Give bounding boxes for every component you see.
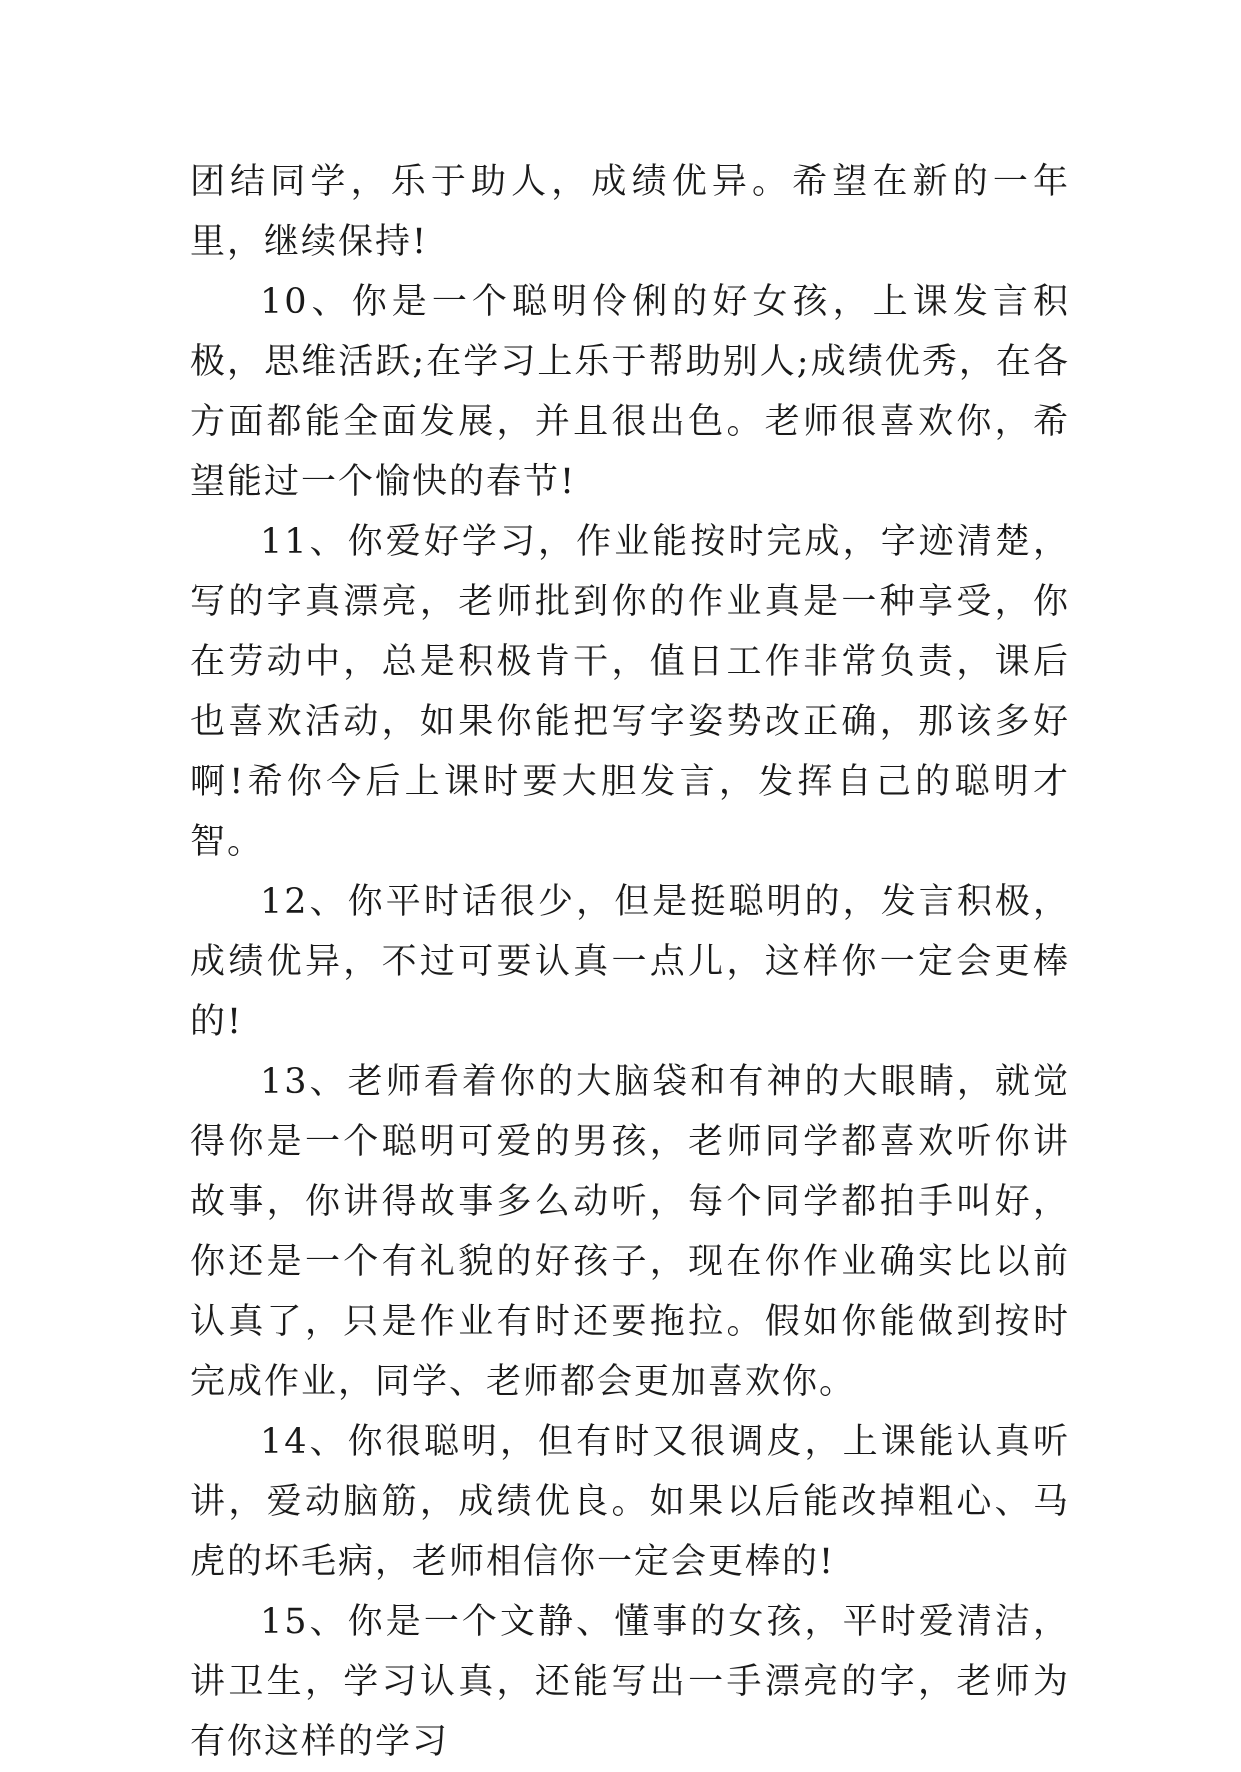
document-body bbox=[190, 152, 1070, 1772]
paragraph-comment-11: 11、你爱好学习，作业能按时完成，字迹清楚，写的字真漂亮，老师批到你的作业真是一种享受，你在劳动中，总是积极肯干，值日工作非常负责，课后也喜欢活动，如果你能把写字姿势改正确，那该多好啊!希你今后上课时要大胆发言，发挥自己的聪明才智。 bbox=[190, 522, 1070, 862]
paragraph-comment-15: 15、你是一个文静、懂事的女孩，平时爱清洁，讲卫生，学习认真，还能写出一手漂亮的字，老师为有你这样的学习 bbox=[190, 1602, 1070, 1762]
paragraph-comment-10: 10、你是一个聪明伶俐的好女孩，上课发言积极，思维活跃;在学习上乐于帮助别人;成绩优秀，在各方面都能全面发展，并且很出色。老师很喜欢你，希望能过一个愉快的春节! bbox=[190, 282, 1070, 502]
paragraph-comment-12: 12、你平时话很少，但是挺聪明的，发言积极，成绩优异，不过可要认真一点儿，这样你一定会更棒的! bbox=[190, 882, 1070, 1042]
paragraph-comment-14: 14、你很聪明，但有时又很调皮，上课能认真听讲，爱动脑筋，成绩优良。如果以后能改掉粗心、马虎的坏毛病，老师相信你一定会更棒的! bbox=[190, 1422, 1070, 1582]
paragraph-continuation: 团结同学，乐于助人，成绩优异。希望在新的一年里，继续保持! bbox=[190, 162, 1070, 262]
paragraph-comment-13: 13、老师看着你的大脑袋和有神的大眼睛，就觉得你是一个聪明可爱的男孩，老师同学都喜欢听你讲故事，你讲得故事多么动听，每个同学都拍手叫好，你还是一个有礼貌的好孩子，现在你作业确实比以前认真了，只是作业有时还要拖拉。假如你能做到按时完成作业，同学、老师都会更加喜欢你。 bbox=[190, 1062, 1070, 1402]
